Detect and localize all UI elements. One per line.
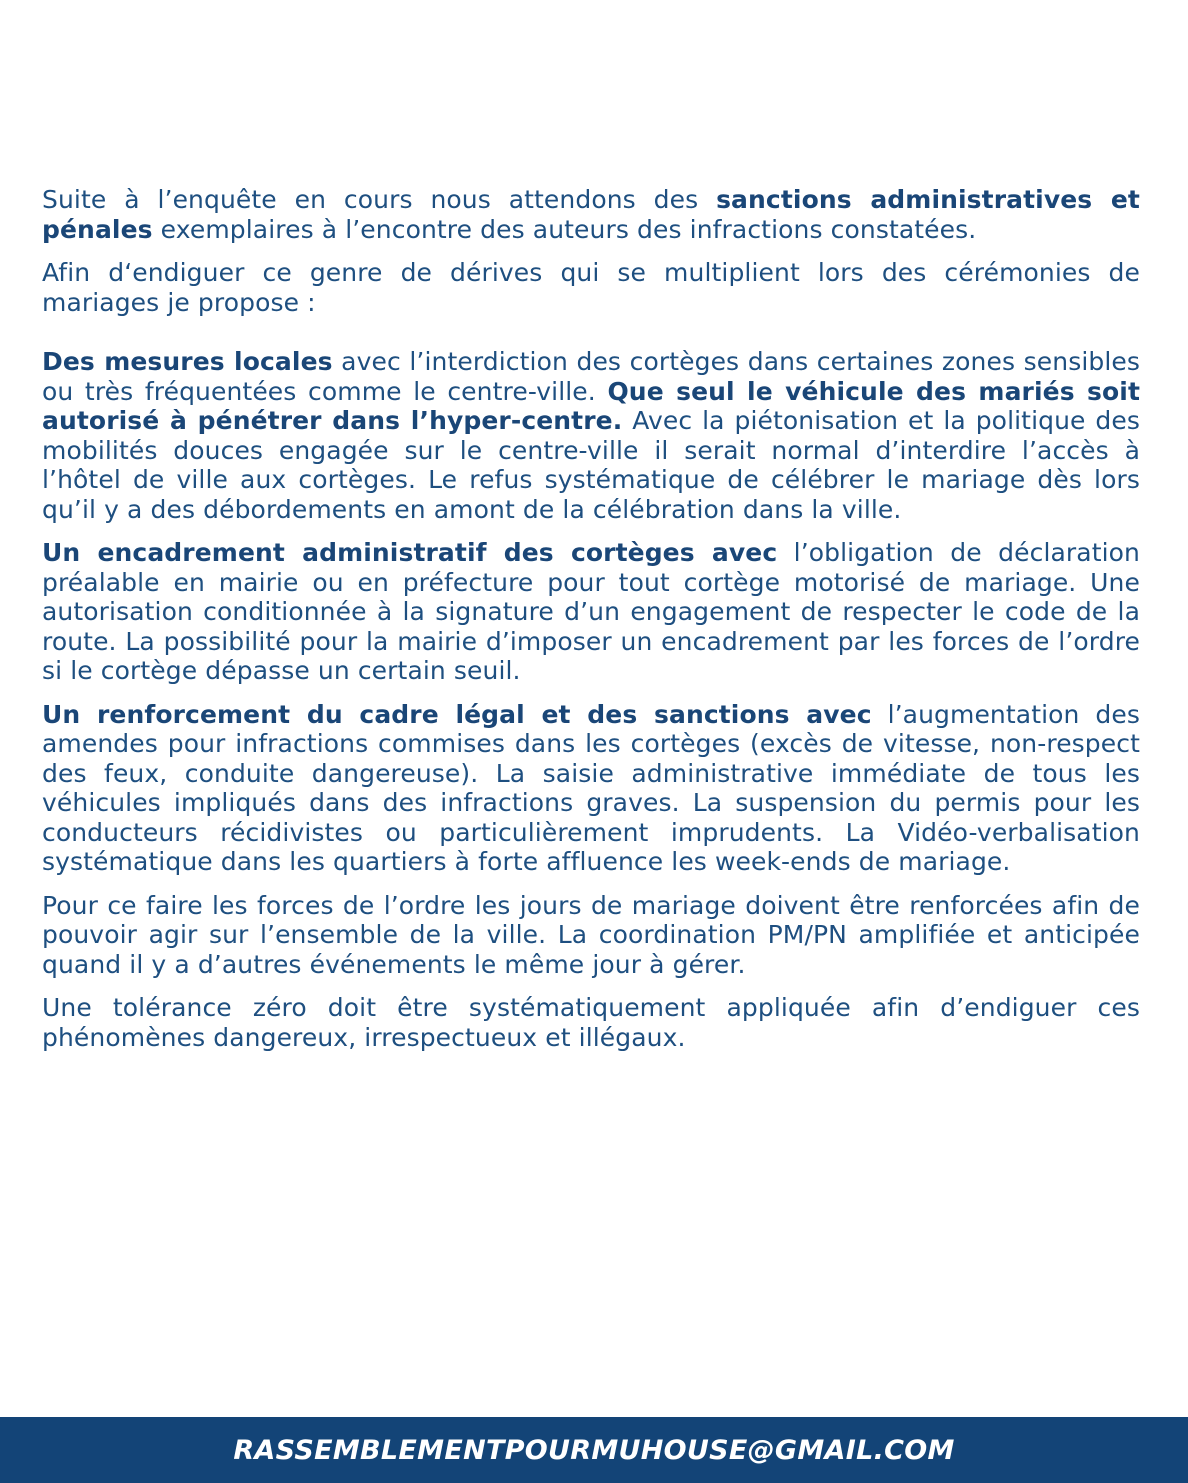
paragraph-intro (42, 185, 1140, 244)
contact-email: RASSEMBLEMENTPOURMUHOUSE@GMAIL.COM (233, 1434, 955, 1466)
paragraph-legal-sanctions (42, 700, 1140, 877)
paragraph-local-measures (42, 347, 1140, 524)
paragraph-proposal-intro (42, 258, 1140, 317)
paragraph-text: Une tolérance zéro doit être systématiquement appliquée afin d’endiguer ces phénomènes dangereux, irrespectueux et illégaux. (42, 993, 1140, 1052)
paragraph-text: Pour ce faire les forces de l’ordre les jours de mariage doivent être renforcées afin de pouvoir agir sur l’ensemble de la ville. La coordination PM/PN amplifiée et anticipée quand il y a d’autres événements le même jour à gérer. (42, 890, 1140, 979)
footer-banner (0, 1417, 1188, 1483)
paragraph-administrative-framework (42, 538, 1140, 686)
paragraph-text: Suite à l’enquête en cours nous attendons des (42, 185, 717, 214)
paragraph-text: l’augmentation des amendes pour infractions commises dans les cortèges (excès de vitesse, non-respect des feux, conduite dangereuse). La saisie administrative immédiate de tous les véhicules impliqués dans des infractions graves. La suspension du permis pour les conducteurs récidivistes ou particulièrement imprudents. La Vidéo-verbalisation systématique dans les quartiers à forte affluence les week-ends de mariage. (42, 699, 1140, 876)
emphasis-text: Des mesures locales (42, 347, 333, 376)
paragraph-text: exemplaires à l’encontre des auteurs des infractions constatées. (152, 214, 977, 244)
paragraph-text: avec l’interdiction des cortèges dans certaines zones sensibles ou très fréquentées comme le centre-ville. (42, 347, 1140, 406)
emphasis-text: Un renforcement du cadre légal et des sanctions avec (42, 699, 872, 729)
paragraph-police-forces (42, 891, 1140, 980)
emphasis-text: Un encadrement administratif des cortèges avec (42, 538, 778, 567)
paragraph-text: Avec la piétonisation et la politique des mobilités douces engagée sur le centre-ville il serait normal d’interdire l’accès à l’hôtel de ville aux cortèges. Le refus systématique de célébrer le mariage dès lors qu’il y a des débordements en amont de la célébration dans la ville. (42, 406, 1140, 524)
emphasis-text: Que seul le véhicule des mariés soit autorisé à pénétrer dans l’hyper-centre. (42, 376, 1140, 435)
paragraph-zero-tolerance (42, 993, 1140, 1052)
emphasis-text: sanctions administratives et pénales (42, 185, 1140, 244)
paragraph-text: Afin d‘endiguer ce genre de dérives qui se multiplient lors des cérémonies de mariages je propose : (42, 258, 1140, 317)
document-body (42, 185, 1140, 1066)
paragraph-text: l’obligation de déclaration préalable en mairie ou en préfecture pour tout cortège motorisé de mariage. Une autorisation conditionnée à la signature d’un engagement de respecter le code de la route. La possibilité pour la mairie d’imposer un encadrement par les forces de l’ordre si le cortège dépasse un certain seuil. (42, 538, 1140, 685)
